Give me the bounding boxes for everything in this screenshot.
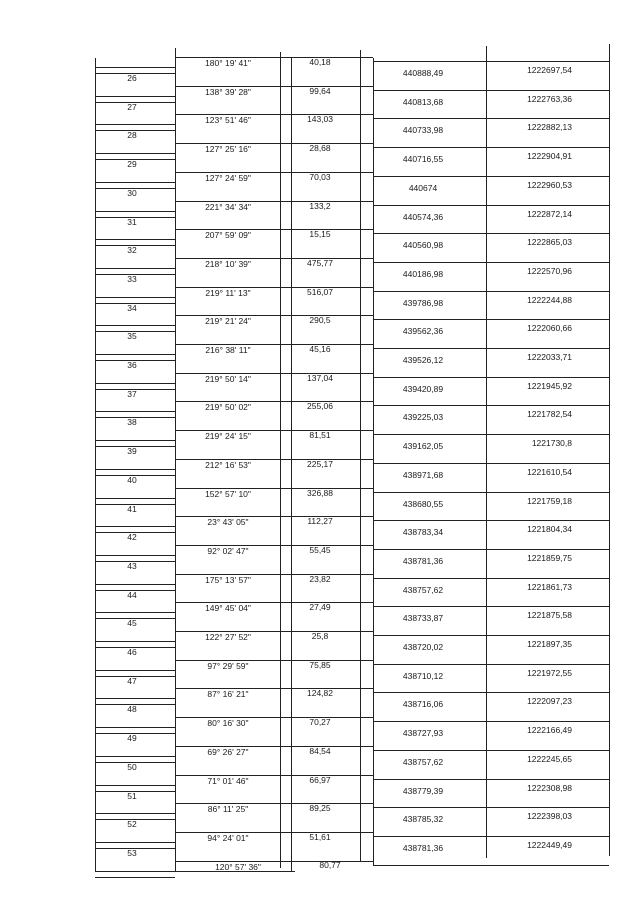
point-number: 27: [127, 101, 137, 112]
row-rule: [95, 153, 175, 154]
coord-rule: [373, 61, 609, 62]
row-rule: [95, 584, 175, 585]
angle-rule: [175, 746, 373, 747]
coord-rule: [373, 348, 609, 349]
column-border: [609, 44, 610, 856]
coord-rule: [373, 635, 609, 636]
row-rule: [95, 239, 175, 240]
row-rule: [95, 124, 175, 125]
segment-length: 137,04: [307, 372, 333, 383]
bearing-angle: 127° 25' 16": [205, 144, 251, 155]
point-number: 48: [127, 704, 137, 715]
coord-rule: [373, 233, 609, 234]
coordinate-x: 438783,34: [402, 527, 444, 538]
coordinate-y: 1222570,96: [527, 265, 572, 276]
coordinate-y: 1222097,23: [527, 696, 572, 707]
coordinate-x: 439225,03: [402, 412, 444, 423]
coordinate-x: 439420,89: [402, 383, 444, 394]
angle-rule: [175, 688, 373, 689]
point-number: 40: [127, 474, 137, 485]
coordinate-x: 440716,55: [402, 154, 444, 165]
segment-length: 290,5: [309, 315, 331, 326]
point-number: 31: [127, 216, 137, 227]
coordinate-y: 1222398,03: [527, 811, 572, 822]
bearing-angle: 23° 43' 05": [207, 517, 249, 528]
coordinate-y: 1222166,49: [527, 725, 572, 736]
coordinate-y: 1221875,58: [527, 610, 572, 621]
coord-rule: [373, 606, 609, 607]
segment-length: 112,27: [307, 516, 333, 527]
row-rule: [95, 612, 175, 613]
bearing-angle: 219° 11' 13": [205, 287, 251, 298]
coord-rule: [373, 405, 609, 406]
coord-rule: [373, 520, 609, 521]
coordinate-y: 1221897,35: [527, 639, 572, 649]
point-number: 52: [127, 819, 137, 830]
bearing-angle: 86° 11' 25": [207, 804, 249, 815]
point-number: 26: [127, 73, 137, 83]
segment-length: 23,82: [309, 573, 331, 584]
coordinate-x: 438757,62: [402, 756, 444, 767]
coordinate-y: 1221730,8: [531, 438, 572, 449]
angle-rule: [175, 803, 373, 804]
coord-rule: [373, 779, 609, 780]
bearing-angle: 219° 24' 15": [205, 431, 251, 442]
segment-length: 27,49: [309, 602, 331, 613]
coordinate-y: 1222308,98: [527, 782, 572, 793]
coordinate-x: 440813,68: [402, 96, 444, 107]
coord-rule: [373, 377, 609, 378]
point-number: 34: [127, 302, 137, 313]
point-number: 41: [127, 503, 137, 514]
row-rule: [95, 354, 175, 355]
coord-rule: [373, 118, 609, 119]
coord-rule: [373, 291, 609, 292]
bearing-angle: 127° 24' 59": [205, 172, 251, 183]
coordinate-x: 440888,49: [402, 68, 444, 78]
coordinate-y: 1222244,88: [527, 294, 572, 305]
column-border: [291, 58, 292, 872]
coordinate-x: 440674: [408, 182, 438, 193]
segment-length: 99,64: [309, 85, 331, 96]
coordinate-x: 438779,39: [402, 785, 444, 796]
coordinate-y: 1221759,18: [527, 495, 572, 506]
coord-rule: [373, 205, 609, 206]
row-rule: [95, 756, 175, 757]
coordinate-y: 1222245,65: [527, 753, 572, 764]
coordinate-y: 1222060,66: [527, 323, 572, 334]
coord-rule: [373, 463, 609, 464]
bearing-angle: 122° 27' 52": [205, 632, 251, 642]
point-number: 49: [127, 733, 137, 744]
bearing-angle: 149° 45' 04": [205, 603, 251, 614]
coordinate-x: 438680,55: [402, 498, 444, 509]
row-rule: [95, 641, 175, 642]
row-rule: [95, 297, 175, 298]
segment-length: 70,27: [309, 717, 331, 728]
coordinate-y: 1222960,53: [527, 179, 572, 190]
point-number: 33: [127, 273, 137, 284]
bearing-angle: 221° 34' 34": [205, 201, 251, 212]
point-number: 45: [127, 618, 137, 629]
segment-length: 66,97: [309, 774, 331, 785]
coord-rule: [373, 147, 609, 148]
coordinate-x: 440574,36: [402, 211, 444, 222]
row-rule: [95, 469, 175, 470]
segment-length: 89,25: [309, 803, 331, 814]
point-number: 35: [127, 331, 137, 342]
angle-rule: [175, 660, 373, 661]
row-rule: [95, 383, 175, 384]
coord-rule: [373, 492, 609, 493]
segment-length: 475,77: [307, 257, 333, 268]
column-border: [486, 46, 487, 858]
coord-rule: [373, 664, 609, 665]
segment-length: 84,54: [309, 745, 331, 756]
coordinate-y: 1221945,92: [527, 380, 572, 391]
point-number: 47: [127, 675, 137, 686]
coord-rule: [373, 90, 609, 91]
bearing-angle: 216° 38' 11": [205, 345, 251, 355]
bearing-angle: 87° 16' 21": [207, 689, 249, 700]
coordinate-x: 438716,06: [402, 699, 444, 710]
coordinate-y: 1222865,03: [527, 237, 572, 248]
row-rule: [95, 96, 175, 97]
row-rule: [95, 842, 175, 843]
segment-length: 75,85: [309, 659, 331, 670]
row-rule: [95, 498, 175, 499]
point-number: 44: [127, 589, 137, 600]
point-number: 51: [127, 790, 137, 801]
segment-length: 80,77: [319, 859, 341, 870]
bearing-angle: 219° 21' 24": [205, 316, 251, 327]
segment-length: 15,15: [309, 229, 331, 240]
coordinate-x: 438781,36: [402, 842, 444, 853]
coord-rule: [373, 549, 609, 550]
bearing-angle: 138° 39' 28": [205, 86, 251, 97]
point-number: 50: [127, 761, 137, 772]
coordinate-x: 438727,93: [402, 728, 444, 739]
coord-rule: [373, 865, 609, 866]
bearing-angle: 219° 50' 02": [205, 402, 251, 413]
point-number: 38: [127, 417, 137, 428]
point-number: 46: [127, 647, 137, 657]
row-rule: [95, 813, 175, 814]
angle-rule: [175, 717, 373, 718]
coordinate-x: 438785,32: [402, 814, 444, 825]
row-rule: [95, 526, 175, 527]
coordinate-x: 440186,98: [402, 268, 444, 279]
coordinate-x: 440733,98: [402, 125, 444, 136]
angle-rule: [175, 545, 373, 546]
row-rule: [95, 727, 175, 728]
bearing-angle: 219° 50' 14": [205, 373, 251, 384]
coord-rule: [373, 578, 609, 579]
bearing-angle: 97° 29' 59": [207, 660, 249, 671]
coordinate-x: 438971,68: [402, 469, 444, 480]
coord-rule: [373, 721, 609, 722]
coordinate-x: 438757,62: [402, 584, 444, 595]
point-number: 28: [127, 130, 137, 141]
coord-rule: [373, 176, 609, 177]
coordinate-y: 1221972,55: [527, 667, 572, 678]
point-number: 30: [127, 187, 137, 198]
segment-length: 40,18: [309, 57, 331, 67]
row-rule: [95, 411, 175, 412]
point-number: 53: [127, 847, 137, 858]
coord-rule: [373, 807, 609, 808]
segment-length: 143,03: [307, 114, 333, 125]
coordinate-x: 438720,02: [402, 642, 444, 652]
bottom-rule: [95, 871, 295, 872]
segment-length: 133,2: [309, 200, 331, 211]
coordinate-y: 1221859,75: [527, 552, 572, 563]
bearing-angle: 212° 16' 53": [205, 459, 251, 470]
segment-length: 255,06: [307, 401, 333, 412]
segment-length: 124,82: [307, 688, 333, 699]
segment-length: 28,68: [309, 143, 331, 154]
coordinate-x: 439562,36: [402, 326, 444, 337]
point-number: 37: [127, 388, 137, 399]
angle-rule: [175, 516, 373, 517]
coordinate-y: 1221804,34: [527, 524, 572, 535]
coordinate-x: 439786,98: [402, 297, 444, 308]
bearing-angle: 94° 24' 01": [207, 832, 249, 843]
bearing-angle: 80° 16' 30": [207, 718, 249, 729]
row-rule: [95, 67, 175, 68]
coordinate-y: 1222904,91: [527, 151, 572, 162]
bearing-angle: 71° 01' 46": [207, 775, 249, 786]
coordinate-y: 1222872,14: [527, 208, 572, 219]
segment-length: 55,45: [309, 544, 331, 555]
segment-length: 326,88: [307, 487, 333, 498]
segment-length: 25,8: [311, 631, 329, 641]
bearing-angle: 180° 19' 41": [205, 58, 251, 68]
segment-length: 51,61: [309, 831, 331, 842]
bearing-angle: 69° 26' 27": [207, 746, 249, 757]
row-rule: [95, 211, 175, 212]
point-number: 39: [127, 446, 137, 457]
angle-rule: [175, 861, 373, 862]
coordinate-x: 438781,36: [402, 555, 444, 566]
bearing-angle: 207° 59' 09": [205, 230, 251, 241]
point-number: 29: [127, 159, 137, 170]
point-number: 32: [127, 245, 137, 256]
row-rule: [95, 325, 175, 326]
coord-rule: [373, 836, 609, 837]
column-border: [95, 58, 96, 872]
coordinate-y: 1222697,54: [527, 65, 572, 75]
segment-length: 81,51: [309, 430, 331, 441]
row-rule: [95, 555, 175, 556]
coordinate-y: 1221782,54: [527, 409, 572, 420]
coordinate-y: 1222763,36: [527, 93, 572, 104]
coord-rule: [373, 262, 609, 263]
segment-length: 225,17: [307, 458, 333, 469]
row-rule: [95, 670, 175, 671]
segment-length: 45,16: [309, 344, 331, 354]
segment-length: 70,03: [309, 171, 331, 182]
bearing-angle: 120° 57' 36": [215, 861, 261, 872]
point-number: 43: [127, 560, 137, 571]
bearing-angle: 123° 51' 46": [205, 115, 251, 126]
coordinate-x: 439526,12: [402, 355, 444, 365]
coord-rule: [373, 692, 609, 693]
segment-length: 516,07: [307, 286, 333, 297]
coordinate-x: 438710,12: [402, 670, 444, 681]
bearing-angle: 92° 02' 47": [207, 545, 249, 556]
angle-rule: [175, 832, 373, 833]
bearing-angle: 152° 57' 10": [205, 488, 251, 499]
coord-rule: [373, 319, 609, 320]
row-rule: [95, 698, 175, 699]
row-rule: [95, 182, 175, 183]
bearing-angle: 175° 13' 57": [205, 574, 251, 585]
coordinate-y: 1221861,73: [527, 581, 572, 592]
row-rule: [95, 785, 175, 786]
angle-rule: [175, 775, 373, 776]
coordinate-y: 1222882,13: [527, 122, 572, 133]
coord-rule: [95, 877, 175, 878]
coordinate-x: 438733,87: [402, 613, 444, 624]
row-rule: [95, 440, 175, 441]
coordinate-y: 1222449,49: [527, 839, 572, 850]
coordinate-x: 440560,98: [402, 240, 444, 251]
point-number: 42: [127, 532, 137, 543]
coordinate-x: 439162,05: [402, 441, 444, 452]
bearing-angle: 218° 10' 39": [205, 258, 251, 269]
coord-rule: [373, 750, 609, 751]
row-rule: [95, 268, 175, 269]
coord-rule: [373, 434, 609, 435]
coordinate-y: 1221610,54: [527, 466, 572, 477]
coordinate-y: 1222033,71: [527, 352, 572, 362]
point-number: 36: [127, 360, 137, 370]
